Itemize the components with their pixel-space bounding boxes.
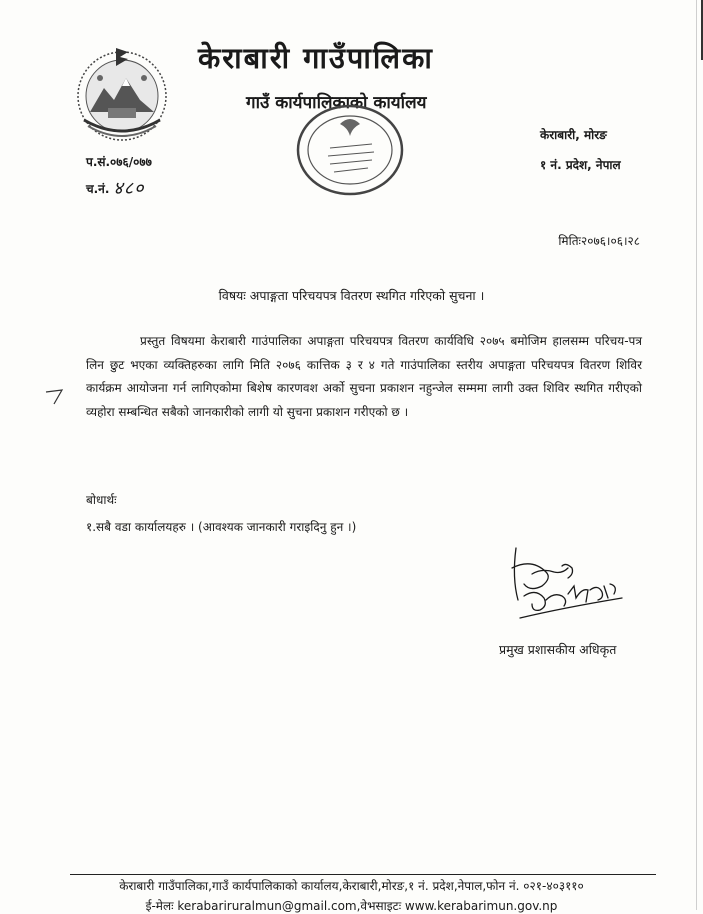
footer-divider [70,874,656,875]
organization-title: केराबारी गाउँपालिका [198,41,434,75]
office-subtitle: गाउँ कार्यपालिकाको कार्यालय [246,93,427,113]
handwritten-signature [502,538,632,630]
address-line-1: केराबारी, मोरङ [540,128,607,142]
nepal-emblem-icon [70,42,174,146]
letter-subject: विषयः अपाङ्गता परिचयपत्र वितरण स्थगित गरिएको सुचना । [218,288,485,303]
signatory-title: प्रमुख प्रशासकीय अधिकृत [499,642,617,657]
address-line-2: १ नं. प्रदेश, नेपाल [540,158,621,172]
cc-item-1: १.सबै वडा कार्यालयहरु । (आवश्यक जानकारी गराइदिनु हुन ।) [86,520,357,534]
reference-number: प.सं.०७६/०७७ [86,155,152,169]
letter-body: प्रस्तुत विषयमा केराबारी गाउंपालिका अपाङ्गता परिचयपत्र वितरण कार्यविधि २०७५ बमोजिम हालसम्म परिचय-पत्र लिन छुट भएका व्यक्तिहरुका लागि मिति २०७६ कात्तिक ३ र ४ गते गाउंपालिका स्तरीय अपाङ्गता परिचयपत्र वितरण शिविर कार्यक्रम आयोजना गर्न लागिएकोमा बिशेष कारणवश अर्को सुचना प्रकाशन नहुन्जेल सम्ममा लागी उक्त शिविर स्थगित गरीएको व्यहोरा सम्बन्धित सबैको जानकारीको लागी यो सुचना प्रकाशन गरीएको छ । [86,334,642,419]
dispatch-number-label: च.नं. [86,181,110,196]
dispatch-number [86,176,145,200]
footer-email-website-line: ई-मेलः kerabariruralmun@gmail.com,वेभसाइटः www.kerabarimun.gov.np [145,899,558,913]
letter-date: मितिः२०७६।०६।२८ [558,234,640,248]
dispatch-number-value: ४८० [113,178,145,199]
margin-pen-mark [44,384,68,408]
footer-contact-line: केराबारी गाउँपालिका,गाउँ कार्यपालिकाको कार्यालय,केराबारी,मोरङ,१ नं. प्रदेश,नेपाल,फोन नं. ०२१-४०३११० [119,879,584,893]
cc-label: बोधार्थः [86,493,117,507]
office-seal-stamp [290,98,410,202]
scan-page-edge [696,0,697,910]
